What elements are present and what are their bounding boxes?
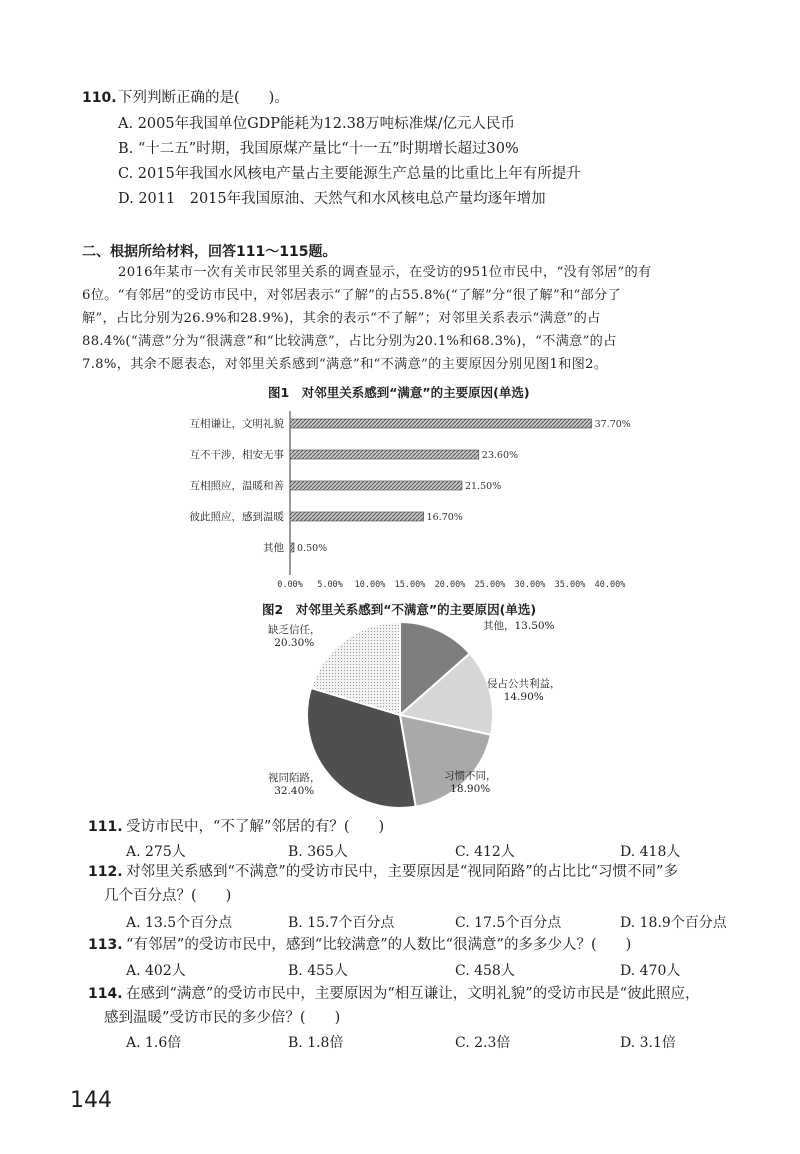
figure-1-tick-label-7: 35.00%	[554, 580, 586, 590]
material-line-1: 2016年某市一次有关市民邻里关系的调查显示，在受访的951位市民中，“没有邻居”的有	[118, 265, 652, 280]
question-111-option-a: A. 275人	[126, 844, 186, 860]
page-number: 144	[70, 1088, 112, 1113]
figure-1-tick-label-3: 15.00%	[394, 580, 426, 590]
figure-1-category-label-2: 互相照应，温暖和善	[189, 480, 284, 492]
material-line-4: 88.4%(“满意”分为“很满意”和“比较满意”，占比分别为20.1%和68.3%)，“不满意”的占	[82, 334, 617, 349]
question-112-stem-line-2: 几个百分点？( )	[104, 888, 232, 904]
pie-label-habit: 习惯不同， 18.90%	[444, 770, 497, 795]
figure-2-title: 图2 对邻里关系感到“不满意”的主要原因(单选)	[262, 602, 537, 617]
question-112-option-c: C. 17.5个百分点	[455, 915, 562, 931]
section-title: 二、根据所给材料，回答111～115题。	[82, 244, 337, 260]
material-line-3: 解”，占比分别为26.9%和28.9%)，其余的表示“不了解”；对邻里关系表示“满意”的占	[82, 311, 601, 326]
question-112-option-d: D. 18.9个百分点	[620, 915, 727, 931]
figure-1-category-label-1: 互不干涉，相安无事	[189, 449, 284, 461]
figure-1-tick-label-0: 0.00%	[277, 580, 303, 590]
figure-1-bar-chart	[80, 405, 640, 595]
figure-1-bar-3	[290, 512, 424, 521]
figure-1-tick-label-6: 30.00%	[514, 580, 546, 590]
question-110-option-d: D. 2011 2015年我国原油、天然气和水风核电总产量均逐年增加	[118, 191, 546, 207]
figure-1-bar-0	[290, 419, 592, 428]
question-114-number: 114.	[88, 986, 123, 1002]
question-111-option-d: D. 418人	[620, 844, 681, 860]
question-110-number: 110.	[82, 90, 117, 106]
pie-label-stranger: 视同陌路， 32.40%	[268, 772, 321, 797]
question-113-option-d: D. 470人	[620, 963, 681, 979]
figure-1-bar-4	[290, 543, 294, 552]
question-112-option-b: B. 15.7个百分点	[288, 915, 395, 931]
figure-1-tick-label-2: 10.00%	[354, 580, 386, 590]
figure-1-tick-label-4: 20.00%	[434, 580, 466, 590]
question-111-option-c: C. 412人	[455, 844, 515, 860]
question-111-number: 111.	[88, 819, 123, 835]
figure-1-tick-label-8: 40.00%	[594, 580, 626, 590]
question-113-option-c: C. 458人	[455, 963, 515, 979]
question-113-option-b: B. 455人	[288, 963, 348, 979]
figure-1-value-label-3: 16.70%	[426, 512, 463, 523]
figure-1-tick-label-1: 5.00%	[317, 580, 343, 590]
figure-1-value-label-1: 23.60%	[481, 450, 519, 461]
pie-label-trust: 缺乏信任， 20.30%	[268, 624, 321, 649]
question-114-stem-line-1: 在感到“满意”的受访市民中，主要原因为“相互谦让，文明礼貌”的受访市民是“彼此照应，	[126, 986, 700, 1002]
figure-1-value-label-2: 21.50%	[465, 481, 502, 492]
question-111-option-b: B. 365人	[288, 844, 348, 860]
figure-1-category-label-0: 互相谦让，文明礼貌	[189, 418, 284, 430]
question-114-option-c: C. 2.3倍	[455, 1035, 511, 1051]
figure-1-category-label-4: 其他	[263, 542, 284, 554]
figure-1-tick-label-5: 25.00%	[474, 580, 506, 590]
material-line-2: 6位。“有邻居”的受访市民中，对邻居表示“了解”的占55.8%(“了解”分“很了解”和“部分了	[82, 288, 622, 303]
figure-1-title: 图1 对邻里关系感到“满意”的主要原因(单选)	[268, 385, 530, 400]
question-113-stem: “有邻居”的受访市民中，感到“比较满意”的人数比“很满意”的多多少人？( )	[126, 937, 632, 953]
question-113-number: 113.	[88, 937, 123, 953]
question-110-option-b: B. “十二五”时期，我国原煤产量比“十一五”时期增长超过30%	[118, 141, 519, 157]
question-114-stem-line-2: 感到温暖”受访市民的多少倍？( )	[104, 1010, 341, 1026]
question-110-option-a: A. 2005年我国单位GDP能耗为12.38万吨标准煤/亿元人民币	[118, 116, 515, 132]
pie-label-other: 其他，13.50%	[483, 620, 555, 632]
question-112-number: 112.	[88, 864, 123, 880]
figure-1-bar-1	[290, 450, 479, 459]
question-114-option-a: A. 1.6倍	[126, 1035, 182, 1051]
question-110-option-c: C. 2015年我国水风核电产量占主要能源生产总量的比重比上年有所提升	[118, 166, 581, 182]
figure-1-value-label-4: 0.50%	[297, 543, 328, 554]
question-114-option-d: D. 3.1倍	[620, 1035, 676, 1051]
question-113-option-a: A. 402人	[126, 963, 186, 979]
question-112-option-a: A. 13.5个百分点	[126, 915, 233, 931]
question-110-stem: 下列判断正确的是( )。	[118, 90, 289, 106]
pie-label-encroach: 侵占公共利益， 14.90%	[487, 678, 561, 703]
material-line-5: 7.8%，其余不愿表态，对邻里关系感到“满意”和“不满意”的主要原因分别见图1和图2。	[82, 357, 608, 372]
question-111-stem: 受访市民中，“不了解”邻居的有？( )	[126, 819, 385, 835]
figure-1-category-label-3: 彼此照应，感到温暖	[189, 511, 284, 523]
question-112-stem-line-1: 对邻里关系感到“不满意”的受访市民中，主要原因是“视同陌路”的占比比“习惯不同”多	[126, 864, 678, 880]
question-114-option-b: B. 1.8倍	[288, 1035, 344, 1051]
figure-1-value-label-0: 37.70%	[594, 419, 631, 430]
figure-1-bar-2	[290, 481, 462, 490]
